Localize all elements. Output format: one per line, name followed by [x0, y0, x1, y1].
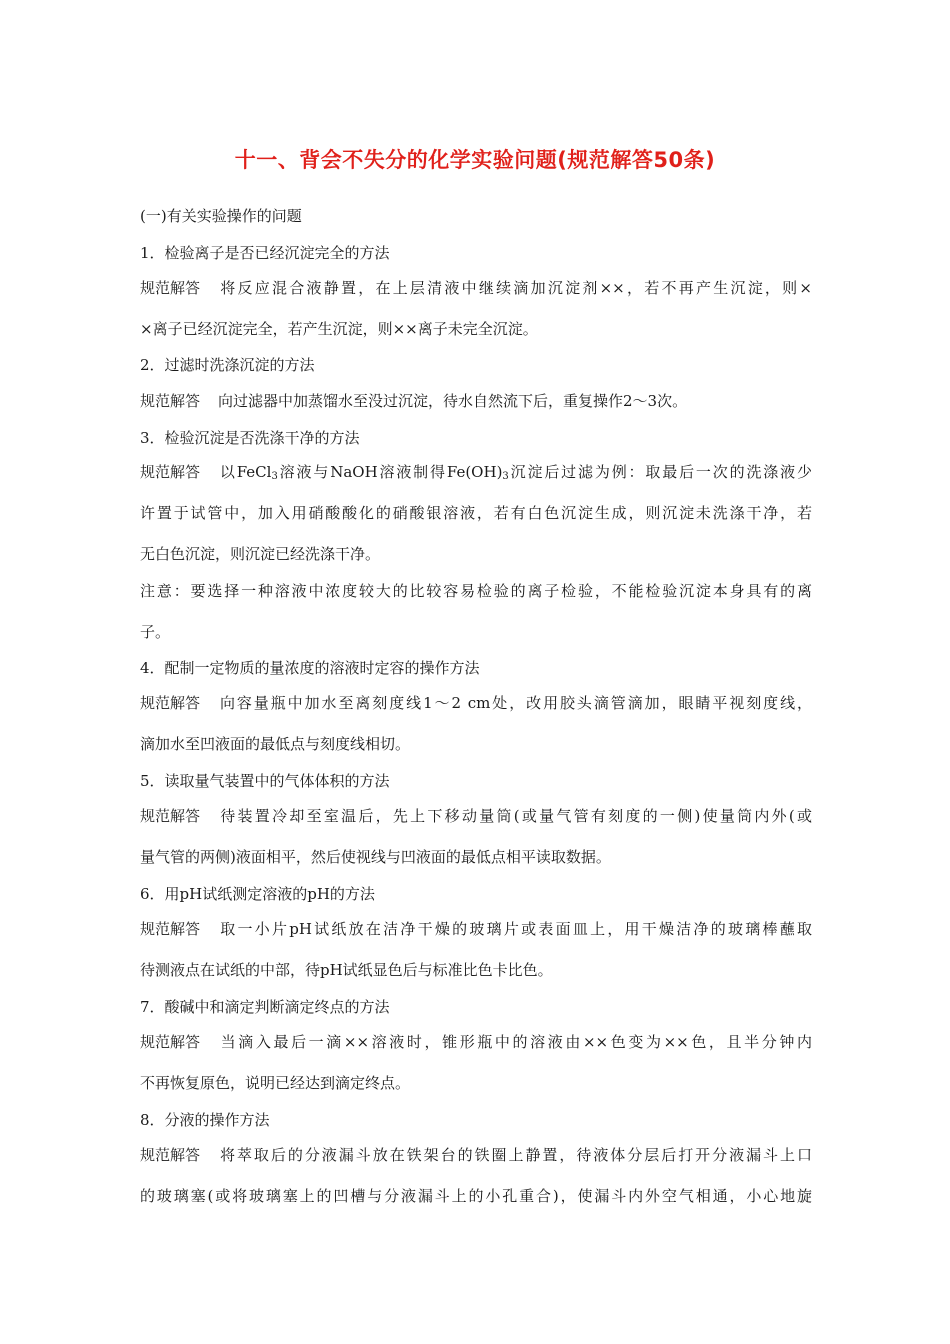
- answer-line: 无白色沉淀，则沉淀已经洗涤干净。: [140, 545, 381, 563]
- answer-line: 待测液点在试纸的中部，待pH试纸显色后与标准比色卡比色。: [140, 961, 553, 979]
- answer-label: 规范解答: [140, 1033, 201, 1051]
- answer-text: 向容量瓶中加水至离刻度线1～2 cm处，改用胶头滴管滴加，眼睛平视刻度线，: [218, 694, 812, 712]
- answer-label: 规范解答: [140, 920, 201, 938]
- answer-line: [140, 1145, 812, 1165]
- answer-line: [140, 806, 812, 826]
- answer-line: [140, 278, 812, 298]
- section-heading: (一)有关实验操作的问题: [140, 207, 302, 225]
- answer-text: 将萃取后的分液漏斗放在铁架台的铁圈上静置，待液体分层后打开分液漏斗上口: [218, 1146, 812, 1164]
- answer-text: 向过滤器中加蒸馏水至没过沉淀，待水自然流下后，重复操作2～3次。: [218, 392, 688, 410]
- item-heading: 4．配制一定物质的量浓度的溶液时定容的操作方法: [140, 659, 480, 677]
- answer-line: 许置于试管中，加入用硝酸酸化的硝酸银溶液，若有白色沉淀生成，则沉淀未洗涤干净，若: [140, 504, 812, 522]
- answer-label: 规范解答: [140, 1146, 201, 1164]
- answer-line: [140, 391, 812, 411]
- answer-label: 规范解答: [140, 463, 201, 481]
- answer-text: 将反应混合液静置，在上层清液中继续滴加沉淀剂××，若不再产生沉淀，则×: [218, 279, 812, 297]
- answer-label: 规范解答: [140, 694, 201, 712]
- answer-line: 的玻璃塞(或将玻璃塞上的凹槽与分液漏斗上的小孔重合)，使漏斗内外空气相通，小心地旋: [140, 1187, 812, 1205]
- answer-text-part: 溶液与NaOH溶液制得Fe(OH): [277, 463, 503, 481]
- answer-line: [140, 462, 812, 482]
- answer-line: [140, 919, 812, 939]
- answer-line: [140, 1032, 812, 1052]
- item-heading: 5．读取量气装置中的气体体积的方法: [140, 772, 390, 790]
- item-heading: 8．分液的操作方法: [140, 1111, 270, 1129]
- answer-label: 规范解答: [140, 392, 201, 410]
- answer-label: 规范解答: [140, 279, 201, 297]
- note-line: 注意：要选择一种溶液中浓度较大的比较容易检验的离子检验，不能检验沉淀本身具有的离: [140, 582, 812, 600]
- answer-text-part: 沉淀后过滤为例：取最后一次的洗涤液少: [508, 463, 812, 481]
- subscript: 3: [502, 471, 509, 482]
- answer-text: 待装置冷却至室温后，先上下移动量筒(或量气管有刻度的一侧)使量筒内外(或: [218, 807, 812, 825]
- note-line: 子。: [140, 623, 171, 641]
- item-heading: 6．用pH试纸测定溶液的pH的方法: [140, 885, 375, 903]
- item-heading: 2．过滤时洗涤沉淀的方法: [140, 356, 315, 374]
- item-heading: 7．酸碱中和滴定判断滴定终点的方法: [140, 998, 390, 1016]
- answer-line: 量气管的两侧)液面相平，然后使视线与凹液面的最低点相平读取数据。: [140, 848, 611, 866]
- answer-line: [140, 693, 812, 713]
- item-heading: 3．检验沉淀是否洗涤干净的方法: [140, 429, 360, 447]
- page-title: 十一、背会不失分的化学实验问题(规范解答50条): [234, 148, 716, 172]
- answer-label: 规范解答: [140, 807, 201, 825]
- answer-line: 不再恢复原色，说明已经达到滴定终点。: [140, 1074, 411, 1092]
- subscript: 3: [271, 471, 278, 482]
- answer-line: ×离子已经沉淀完全，若产生沉淀，则××离子未完全沉淀。: [140, 320, 538, 338]
- answer-text-part: 以FeCl: [218, 463, 272, 481]
- answer-text: 取一小片pH试纸放在洁净干燥的玻璃片或表面皿上，用干燥洁净的玻璃棒蘸取: [218, 920, 812, 938]
- item-heading: 1．检验离子是否已经沉淀完全的方法: [140, 244, 390, 262]
- answer-line: 滴加水至凹液面的最低点与刻度线相切。: [140, 735, 411, 753]
- answer-text: 当滴入最后一滴××溶液时，锥形瓶中的溶液由××色变为××色，且半分钟内: [218, 1033, 812, 1051]
